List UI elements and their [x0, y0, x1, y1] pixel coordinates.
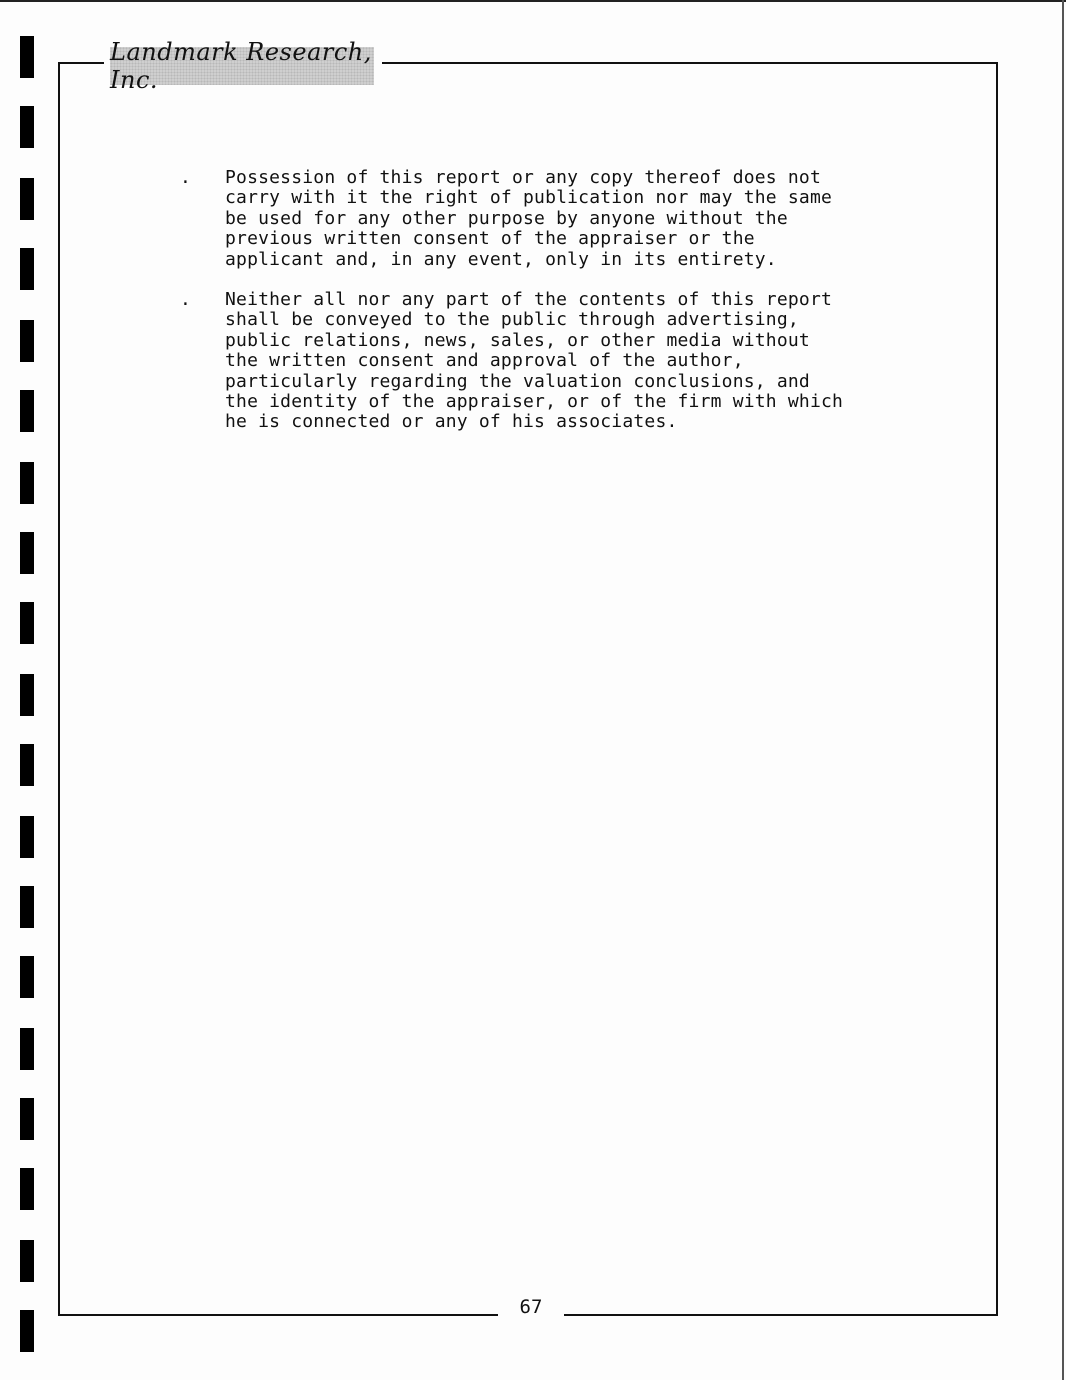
page-number: 67	[519, 1296, 543, 1318]
page-right-edge	[1062, 0, 1064, 1380]
binding-hole	[20, 1098, 34, 1140]
binding-hole	[20, 1240, 34, 1282]
company-logo	[110, 38, 374, 94]
binding-hole	[20, 956, 34, 998]
paragraph-text: Neither all nor any part of the contents of this report shall be conveyed to the public through advertising, public relations, news, sales, or other media without the written consent and approval of the author, particularly regarding the valuation conclusions, and the identity of the appraiser, or of the firm with which he is connected or any of his associates.	[225, 289, 844, 433]
bullet-mark: .	[180, 167, 191, 188]
binding-hole	[20, 816, 34, 858]
binding-hole	[20, 106, 34, 148]
binding-hole	[20, 1028, 34, 1070]
binding-hole	[20, 674, 34, 716]
binding-hole	[20, 178, 34, 220]
binding-hole	[20, 36, 34, 78]
document-body	[180, 168, 940, 453]
page-top-edge	[0, 0, 1066, 2]
list-item	[180, 290, 940, 433]
binding-holes	[20, 0, 34, 1380]
binding-hole	[20, 602, 34, 644]
binding-hole	[20, 390, 34, 432]
binding-hole	[20, 320, 34, 362]
binding-hole	[20, 462, 34, 504]
binding-hole	[20, 1168, 34, 1210]
binding-hole	[20, 886, 34, 928]
bullet-mark: .	[180, 289, 191, 311]
paragraph-text: Possession of this report or any copy thereof does not carry with it the right of publication nor may the same be used for any other purpose by anyone without the previous written consent of the appraiser or the applicant and, in any event, only in its entirety.	[225, 167, 833, 270]
company-name: Landmark Research, Inc.	[110, 38, 372, 94]
binding-hole	[20, 1310, 34, 1352]
binding-hole	[20, 744, 34, 786]
binding-hole	[20, 248, 34, 290]
list-item	[180, 168, 940, 270]
binding-hole	[20, 532, 34, 574]
